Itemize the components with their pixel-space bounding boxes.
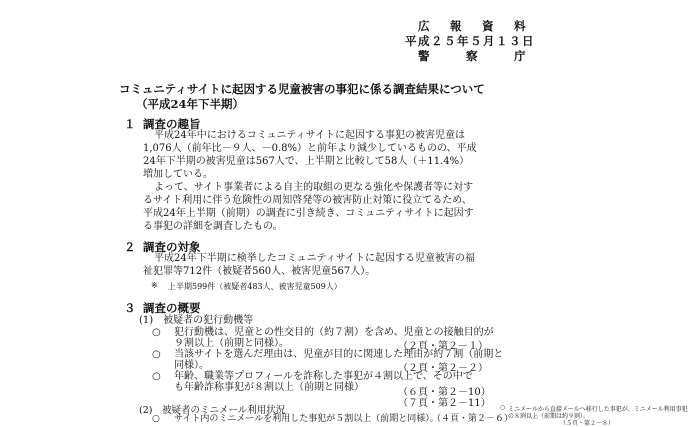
note-text: 上半期599件（被疑者483人、被害児童509人） <box>168 282 342 291</box>
paragraph-line: 平成24年中におけるコミュニティサイトに起因する事犯の被害児童は <box>154 130 466 141</box>
paragraph-line: 1,076人（前年比－９人、－0.8%）と前年より減少しているものの、平成 <box>143 143 477 154</box>
section-heading: 調査の概要 <box>143 301 201 315</box>
bullet-line: ミニメールから直接メールへ移行した事犯が、ミニメール利用事犯 <box>508 406 688 413</box>
bullet-line: 同様）。 <box>174 360 209 371</box>
bullet-line: 当該サイトを選んだ理由は、児童が目的に関連した理由が約７割（前期と <box>174 349 504 360</box>
bullet-mark: ○ <box>152 349 161 360</box>
paragraph-line: るサイト利用に伴う危険性の周知啓発等の被害防止対策に役立てるため、 <box>143 195 472 206</box>
page-reference: （５頁・第２－８） <box>560 420 615 427</box>
paragraph-line: 平成24年上半期（前期）の調査に引き続き、コミュニティサイトに起因す <box>143 208 474 219</box>
note-mark: ※ <box>151 281 158 290</box>
section-number: １ <box>124 117 136 131</box>
paragraph-line: よって、サイト事業者による自主的取組の更なる強化や保護者等に対す <box>154 182 474 193</box>
agency-name: 警 察 庁 <box>418 49 530 63</box>
release-date: 平成２５年５月１３日 <box>405 34 535 48</box>
page-reference: （６頁・第２－10） <box>398 387 491 398</box>
section-heading: 調査の趣旨 <box>143 117 201 131</box>
doc-type-label: 広 報 資 料 <box>418 19 530 33</box>
bullet-line: ９割以上（前期と同様）。 <box>174 338 289 349</box>
page-reference: （４頁・第２－６） <box>432 414 514 424</box>
paragraph-line: る事犯の詳細を調査したもの。 <box>143 221 283 232</box>
bullet-mark: ○ <box>152 327 161 338</box>
subsection-label: (2) 被疑者のミニメール利用状況 <box>139 405 286 416</box>
page-reference: （７頁・第２－11） <box>398 398 491 409</box>
paragraph-line: 祉犯罪等712件（被疑者560人、被害児童567人）。 <box>143 266 376 277</box>
bullet-line: の８割以上（前期は約９割）。 <box>508 413 590 420</box>
bullet-line: サイト内のミニメールを利用した事犯が５割以上（前期と同様）。 <box>174 414 439 424</box>
section-number: ２ <box>124 240 136 254</box>
section-number: ３ <box>124 301 136 315</box>
bullet-line: 年齢、職業等プロフィールを詐称した事犯が４割以上で、その中で <box>174 371 473 382</box>
page-reference: （２頁・第２－１） <box>398 341 488 352</box>
section-heading: 調査の対象 <box>143 240 201 254</box>
bullet-line: も年齢詐称事犯が８割以上（前期と同様） <box>174 382 364 393</box>
title-line-1: コミュニティサイトに起因する児童被害の事犯に係る調査結果について <box>119 82 485 96</box>
bullet-mark: ○ <box>500 404 506 411</box>
page-reference: （２頁・第２－２） <box>398 363 488 374</box>
title-line-2: （平成24年下半期） <box>136 97 245 111</box>
paragraph-line: 増加している。 <box>143 169 213 180</box>
bullet-line: 犯行動機は、児童との性交目的（約７割）を含め、児童との接触目的が <box>174 327 494 338</box>
bullet-mark: ○ <box>152 371 161 382</box>
bullet-mark: ○ <box>152 414 160 424</box>
paragraph-line: 平成24年下半期に検挙したコミュニティサイトに起因する児童被害の福 <box>154 253 476 264</box>
paragraph-line: 24年下半期の被害児童は567人で、上半期と比較して58人（＋11.4%） <box>143 156 470 167</box>
subsection-label: (1) 被疑者の犯行動機等 <box>139 315 254 326</box>
